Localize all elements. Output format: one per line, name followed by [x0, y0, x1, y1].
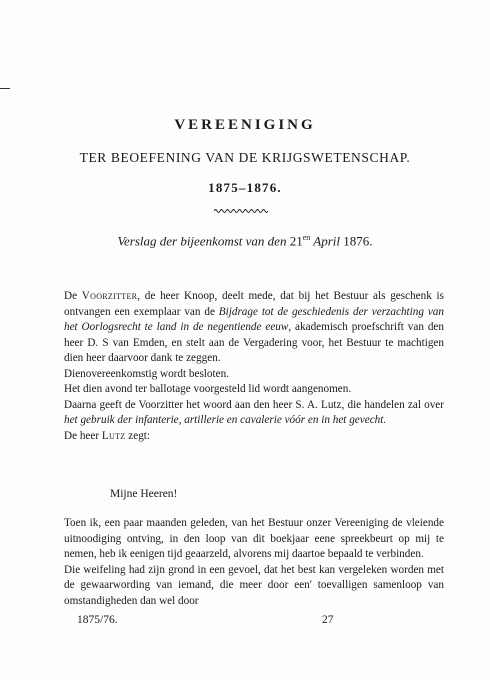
signature-mark: 1875/76.	[77, 614, 118, 626]
text-run: De	[64, 290, 82, 302]
paragraph-lutz	[64, 429, 444, 445]
text-run: De heer	[64, 429, 102, 442]
meeting-year: 1876.	[343, 233, 373, 249]
voorzitter-label: Voorzitter	[81, 290, 138, 302]
meeting-month: April	[310, 233, 344, 249]
minutes-section	[64, 289, 444, 444]
paragraph-ballot: Het dien avond ter ballotage voorgesteld lid wordt aangenomen.	[64, 383, 352, 395]
lecture-topic: het gebruik der infanterie, artillerie en cavalerie vóór en in het gevecht.	[64, 414, 387, 426]
text-run: zegt:	[125, 429, 151, 442]
speech-paragraph-2: Die weifeling had zijn grond in een gevoel, dat het best kan vergeleken worden met de gewaarwording van iemand, die meer door een' toevalligen samenloop van omstandigheden dan wel door	[64, 563, 444, 607]
page-title: VEREENIGING	[174, 117, 316, 133]
lutz-label: Lutz	[101, 429, 126, 442]
meeting-day-suffix: en	[302, 233, 311, 242]
meeting-prefix: Verslag der bijeenkomst van den	[117, 233, 290, 249]
meeting-line	[0, 233, 490, 249]
speech-paragraph-1: Toen ik, een paar maanden geleden, van het Bestuur onzer Vereeniging de vleiende uitnoodiging ontving, in den loop van dit boekjaar eene spreekbeurt op mij te nemen, heb ik eenigen tijd geaarzeld, alvorens mij daartoe bepaald te verbinden.	[64, 517, 444, 560]
text-run: , de heer Knoop, deelt mede, dat bij het Bestuur als geschenk is ontvangen een exemplaar van de	[64, 290, 444, 318]
paragraph-gift	[64, 289, 444, 367]
paragraph-decision: Dienovereenkomstig wordt besloten.	[64, 367, 229, 380]
margin-mark	[0, 88, 10, 89]
paragraph-speaker	[64, 398, 444, 429]
speech-section	[64, 516, 444, 609]
meeting-day: 21	[289, 233, 303, 249]
wavy-rule-ornament	[214, 208, 268, 214]
page-number: 27	[322, 614, 334, 626]
salutation: Mijne Heeren!	[110, 488, 178, 500]
book-title: Bijdrage tot de geschiedenis der verzachting van het Oorlogsrecht te land in de negentiende eeuw	[64, 305, 444, 333]
page-subtitle: TER BEOEFENING VAN DE KRIJGSWETENSCHAP.	[79, 150, 411, 165]
year-heading: 1875–1876.	[208, 180, 282, 195]
text-run: Daarna geeft de Voorzitter het woord aan den heer S. A. Lutz, die handelen zal over	[64, 398, 444, 411]
text-run: , akademisch proefschrift van den heer D. S van Emden, en stelt aan de Vergadering voor, het Bestuur te machtigen dien heer daarvoor dank te zeggen.	[64, 321, 444, 364]
